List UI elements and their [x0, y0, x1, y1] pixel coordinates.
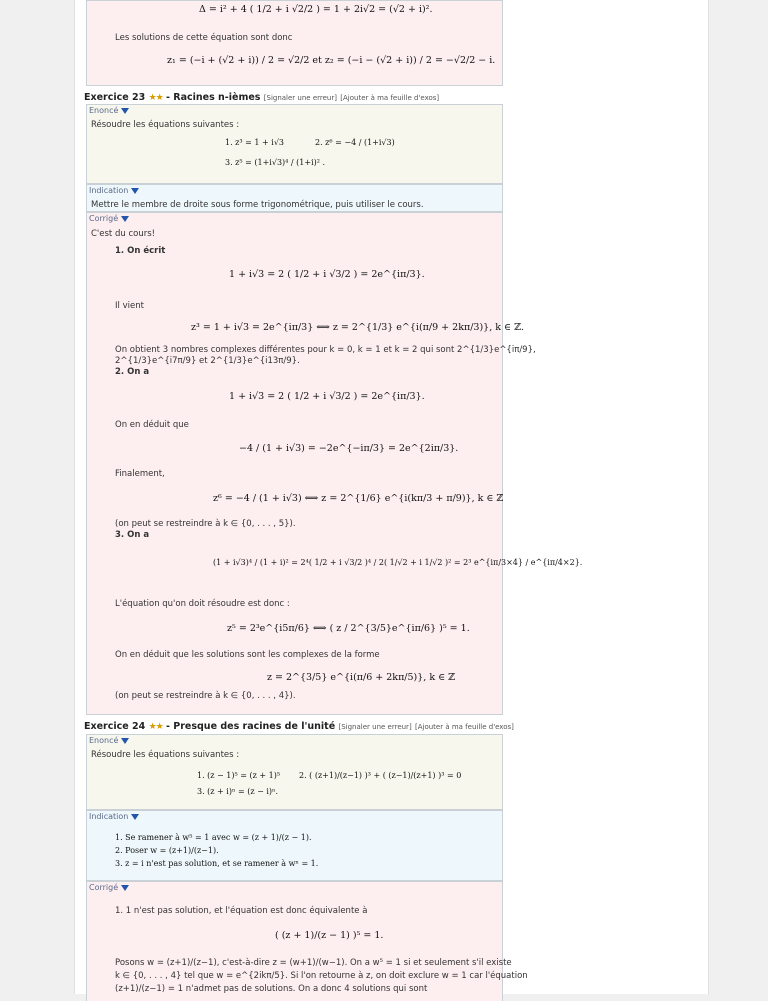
- triangle-down-icon: [131, 188, 139, 194]
- enonce-label: Enoncé: [89, 106, 119, 115]
- report-error-link[interactable]: [Signaler une erreur]: [263, 94, 337, 102]
- c1-eq1: 1 + i√3 = 2 ( 1/2 + i √3/2 ) = 2e^{iπ/3}.: [229, 269, 425, 280]
- c1-eq: ( (z + 1)/(z − 1) )⁵ = 1.: [275, 930, 384, 941]
- enonce-toggle[interactable]: [89, 736, 129, 745]
- exercise-number: Exercice 23: [84, 92, 146, 103]
- side-column: [524, 0, 709, 994]
- corrige-toggle[interactable]: [89, 214, 129, 223]
- c1-text3: (z+1)/(z−1) = 1 n'admet pas de solutions. On a donc 4 solutions qui sont: [115, 984, 428, 994]
- triangle-down-icon: [121, 108, 129, 114]
- c2-eq3: z⁶ = −4 / (1 + i√3) ⟺ z = 2^{1/6} e^{i(kπ/3 + π/9)}, k ∈ ℤ: [213, 493, 504, 504]
- difficulty-stars: ★★: [148, 93, 163, 103]
- question-3: 3. (z + i)ⁿ = (z − i)ⁿ.: [197, 787, 279, 796]
- difficulty-stars: ★★: [148, 722, 163, 732]
- c2-eq2: −4 / (1 + i√3) = −2e^{−iπ/3} = 2e^{2iπ/3}.: [239, 443, 459, 454]
- add-to-sheet-link[interactable]: [Ajouter à ma feuille d'exos]: [340, 94, 440, 102]
- enonce-text: Résoudre les équations suivantes :: [91, 120, 240, 130]
- c2-restr: (on peut se restreindre à k ∈ {0, . . . , 5}).: [115, 519, 296, 529]
- c1-text2: 2^{1/3}e^{i7π/9} et 2^{1/3}e^{i13π/9}.: [115, 356, 300, 366]
- c3-text: L'équation qu'on doit résoudre est donc :: [115, 599, 290, 609]
- c2-final: Finalement,: [115, 469, 165, 479]
- question-2: 2. z⁶ = −4 / (1+i√3): [315, 138, 395, 147]
- corrige-intro: C'est du cours!: [91, 229, 156, 239]
- ex23-indication-box: [86, 184, 503, 212]
- c3-eq1: (1 + i√3)⁴ / (1 + i)² = 2⁴( 1/2 + i √3/2 )⁴ / 2( 1/√2 + i 1/√2 )² = 2³ e^{iπ/3×4} / e^{iπ/4×2}.: [213, 558, 583, 567]
- exercise-name: - Presque des racines de l'unité: [166, 721, 336, 732]
- c1-text2: k ∈ {0, . . . , 4} tel que w = e^{2ikπ/5}. Si l'on retourne à z, on doit exclure w = 1 car l'équation: [115, 971, 528, 981]
- indication-text: Mettre le membre de droite sous forme trigonométrique, puis utiliser le cours.: [91, 200, 424, 210]
- c2-eq1: 1 + i√3 = 2 ( 1/2 + i √3/2 ) = 2e^{iπ/3}.: [229, 391, 425, 402]
- report-error-link[interactable]: [Signaler une erreur]: [338, 723, 412, 731]
- c3-head: 3. On a: [115, 530, 150, 540]
- question-1: 1. (z − 1)⁵ = (z + 1)⁵: [197, 771, 281, 780]
- c2-head: 2. On a: [115, 367, 150, 377]
- previous-corrige-box: [86, 0, 503, 86]
- c1-text1: Posons w = (z+1)/(z−1), c'est-à-dire z = (w+1)/(w−1). On a w⁵ = 1 si et seulement s'il existe: [115, 958, 512, 968]
- ex24-corrige-box: [86, 881, 528, 1001]
- corrige-label: Corrigé: [89, 214, 119, 223]
- ex23-corrige-box: [86, 212, 583, 715]
- triangle-down-icon: [121, 216, 129, 222]
- c3-eq3: z = 2^{3/5} e^{i(π/6 + 2kπ/5)}, k ∈ ℤ: [267, 672, 456, 683]
- exercise-24-title: [84, 721, 514, 732]
- triangle-down-icon: [121, 738, 129, 744]
- add-to-sheet-link[interactable]: [Ajouter à ma feuille d'exos]: [414, 723, 514, 731]
- solutions-text: Les solutions de cette équation sont donc: [115, 33, 293, 43]
- ex24-indication-box: [86, 810, 503, 881]
- c2-deduit: On en déduit que: [115, 420, 189, 430]
- c1-eq2: z³ = 1 + i√3 = 2e^{iπ/3} ⟺ z = 2^{1/3} e^{i(π/9 + 2kπ/3)}, k ∈ ℤ.: [191, 322, 525, 333]
- indication-1: 1. Se ramener à w⁵ = 1 avec w = (z + 1)/(z − 1).: [115, 833, 312, 842]
- question-3: 3. z⁵ = (1+i√3)⁴ / (1+i)² .: [225, 158, 326, 167]
- c1-text1: On obtient 3 nombres complexes différentes pour k = 0, k = 1 et k = 2 qui sont 2^{1/3}e^{iπ/9},: [115, 345, 536, 355]
- c1-head: 1. 1 n'est pas solution, et l'équation est donc équivalente à: [115, 906, 368, 916]
- c3-deduit: On en déduit que les solutions sont les complexes de la forme: [115, 650, 380, 660]
- indication-2: 2. Poser w = (z+1)/(z−1).: [115, 846, 219, 855]
- enonce-toggle[interactable]: [89, 106, 129, 115]
- triangle-down-icon: [131, 814, 139, 820]
- corrige-label: Corrigé: [89, 883, 119, 892]
- c1-head: 1. On écrit: [115, 246, 166, 256]
- solutions-equation: z₁ = (−i + (√2 + i)) / 2 = √2/2 et z₂ = (−i − (√2 + i)) / 2 = −√2/2 − i.: [167, 55, 496, 66]
- indication-toggle[interactable]: [89, 186, 139, 195]
- enonce-label: Enoncé: [89, 736, 119, 745]
- c3-eq2: z⁵ = 2³e^{i5π/6} ⟺ ( z / 2^{3/5}e^{iπ/6} )⁵ = 1.: [227, 623, 470, 634]
- exercise-name: - Racines n-ièmes: [166, 92, 261, 103]
- indication-3: 3. z = i n'est pas solution, et se ramener à wⁿ = 1.: [115, 859, 319, 868]
- delta-equation: Δ = i² + 4 ( 1/2 + i √2/2 ) = 1 + 2i√2 = (√2 + i)².: [199, 4, 433, 15]
- ex23-enonce-box: [86, 104, 503, 184]
- corrige-toggle[interactable]: [89, 883, 129, 892]
- exercise-number: Exercice 24: [84, 721, 146, 732]
- question-1: 1. z³ = 1 + i√3: [225, 138, 285, 147]
- indication-label: Indication: [89, 186, 129, 195]
- c3-restr: (on peut se restreindre à k ∈ {0, . . . , 4}).: [115, 691, 296, 701]
- c1-vient: Il vient: [115, 301, 144, 311]
- indication-label: Indication: [89, 812, 129, 821]
- triangle-down-icon: [121, 885, 129, 891]
- enonce-text: Résoudre les équations suivantes :: [91, 750, 240, 760]
- question-2: 2. ( (z+1)/(z−1) )³ + ( (z−1)/(z+1) )³ = 0: [299, 771, 462, 780]
- ex24-enonce-box: [86, 734, 503, 810]
- indication-toggle[interactable]: [89, 812, 139, 821]
- exercise-23-title: [84, 92, 439, 103]
